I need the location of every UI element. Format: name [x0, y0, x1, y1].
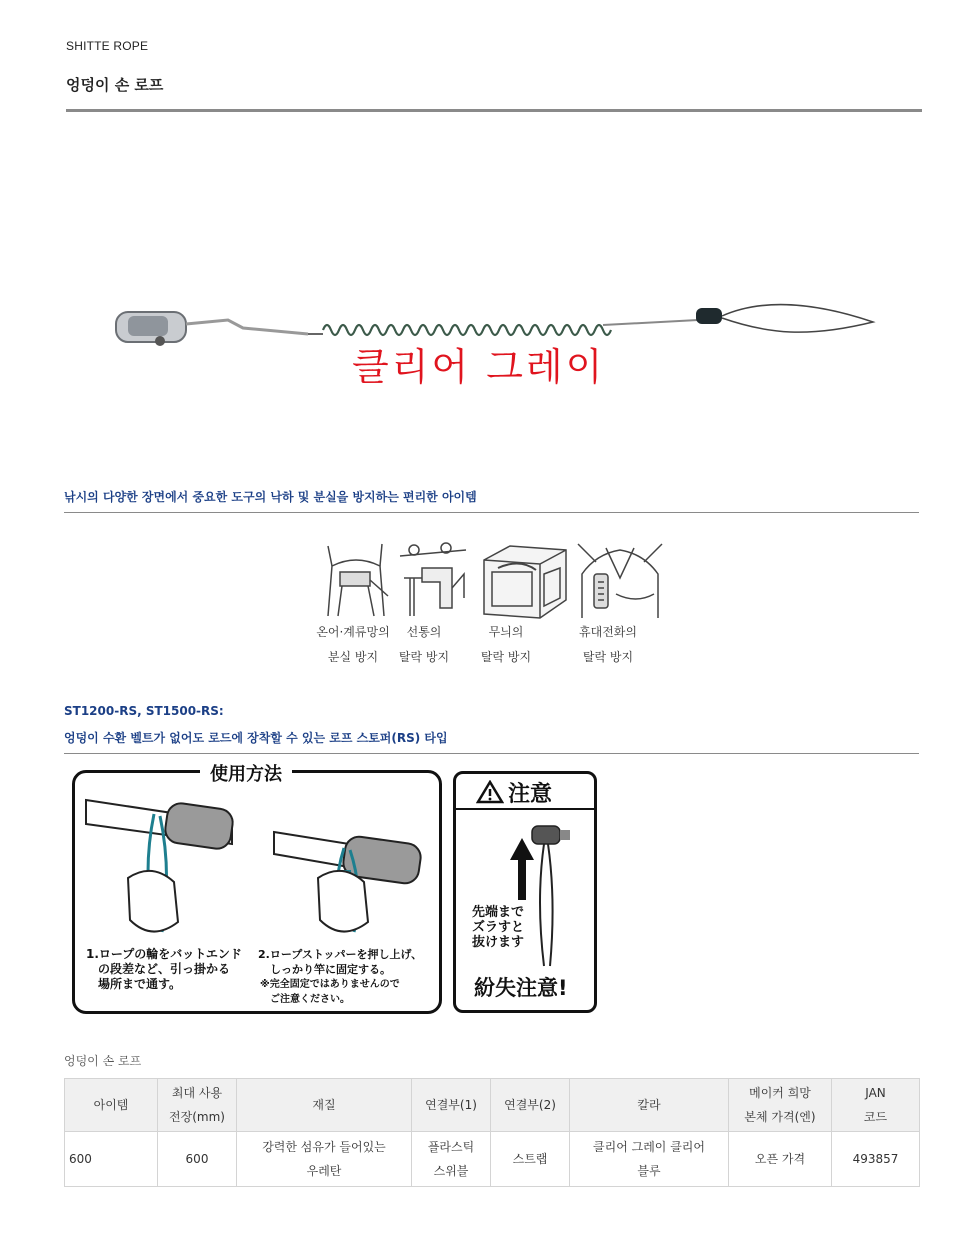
howto-step2-line3: ※完全固定ではありませんので [260, 979, 400, 990]
icon-caption-2 [388, 620, 460, 670]
icon-caption-2-line2: 탈락 방지 [398, 650, 450, 664]
color-variant-label: 클리어 그레이 [352, 345, 606, 389]
cell-item: 600 [65, 1132, 158, 1187]
cell-jan: 493857 [832, 1132, 920, 1187]
th-color [570, 1079, 729, 1132]
th-price [729, 1079, 832, 1132]
caution-text [472, 905, 524, 950]
cell-conn2: 스트랩 [491, 1132, 570, 1187]
mobile-phone-icon [576, 534, 664, 620]
howto-title: 使用方法 [200, 760, 292, 786]
icon-caption-3-line2: 탈락 방지 [480, 650, 532, 664]
th-length-line1: 최대 사용 [171, 1086, 223, 1100]
icon-caption-1 [306, 620, 400, 670]
section-usage-title: 낚시의 다양한 장면에서 중요한 도구의 낙하 및 분실을 방지하는 편리한 아이템 [64, 490, 477, 504]
howto-step2-line2: しっかり竿に固定する。 [270, 963, 391, 976]
howto-step2-line1: 2.ロープストッパーを押し上げ、 [258, 948, 423, 961]
th-color-label: 칼라 [637, 1098, 661, 1112]
icon-caption-4 [566, 620, 650, 670]
th-length [158, 1079, 237, 1132]
spec-table [64, 1078, 920, 1187]
cell-conn1-line2: 스위블 [433, 1164, 469, 1178]
cell-length: 600 [158, 1132, 237, 1187]
table-header-row [65, 1079, 920, 1132]
howto-step1-line2: の段差など、引っ掛かる [98, 962, 231, 976]
icon-caption-2-line1: 선통의 [406, 625, 442, 639]
cell-price: 오픈 가격 [729, 1132, 832, 1187]
cell-material-line2: 우레탄 [306, 1164, 342, 1178]
section-usage-divider [64, 512, 919, 513]
th-jan [832, 1079, 920, 1132]
th-length-line2: 전장(mm) [169, 1110, 225, 1124]
th-item [65, 1079, 158, 1132]
table-caption: 엉덩이 손 로프 [64, 1054, 142, 1068]
caution-text-line2: ズラすと [472, 920, 525, 935]
icon-caption-1-line2: 분실 방지 [327, 650, 379, 664]
warning-triangle-icon [476, 780, 504, 804]
caution-bottom-text: 紛失注意! [474, 976, 568, 1000]
cell-material [237, 1132, 412, 1187]
th-conn1-label: 연결부(1) [425, 1098, 477, 1112]
icon-caption-3-line1: 무늬의 [488, 625, 524, 639]
icon-caption-4-line1: 휴대전화의 [579, 625, 637, 639]
brand-label: SHITTE ROPE [66, 39, 149, 53]
cell-color-line1: 클리어 그레이 클리어 [593, 1140, 705, 1154]
icon-caption-4-line2: 탈락 방지 [582, 650, 634, 664]
model-line: ST1200-RS, ST1500-RS: [64, 704, 224, 718]
th-price-line1: 메이커 희망 [749, 1086, 811, 1100]
th-conn2 [491, 1079, 570, 1132]
th-conn1 [412, 1079, 491, 1132]
th-jan-line1: JAN [865, 1086, 886, 1100]
th-material [237, 1079, 412, 1132]
caution-title: 注意 [508, 782, 553, 807]
icon-caption-3 [470, 620, 542, 670]
table-row [65, 1132, 920, 1187]
howto-illustration [82, 792, 436, 942]
cell-color [570, 1132, 729, 1187]
th-item-label: 아이템 [93, 1098, 129, 1112]
caution-divider [456, 808, 594, 810]
howto-step2-line4: ご注意ください。 [270, 994, 350, 1005]
howto-step1-line1: 1.ロープの輪をバットエンド [86, 947, 242, 961]
cell-color-line2: 블루 [637, 1164, 661, 1178]
page-title: 엉덩이 손 로프 [66, 76, 164, 94]
th-jan-line2: 코드 [863, 1110, 888, 1124]
th-material-label: 재질 [312, 1098, 336, 1112]
howto-step1 [86, 947, 256, 992]
cooler-box-icon [480, 540, 570, 620]
icon-caption-1-line1: 온어·계류망의 [316, 625, 390, 639]
caution-text-line1: 先端まで [472, 905, 525, 920]
cell-conn1 [412, 1132, 491, 1187]
cell-conn1-line1: 플라스틱 [427, 1140, 475, 1154]
boat-rod-holder-icon [396, 538, 470, 620]
caution-text-line3: 抜けます [472, 935, 525, 950]
th-conn2-label: 연결부(2) [504, 1098, 556, 1112]
howto-step1-line3: 場所まで通す。 [98, 977, 182, 991]
howto-step2 [258, 947, 440, 1007]
th-price-line2: 본체 가격(엔) [744, 1110, 816, 1124]
section-rs-desc: 엉덩이 수환 벨트가 없어도 로드에 장착할 수 있는 로프 스토퍼(RS) 타입 [64, 731, 448, 745]
cell-material-line1: 강력한 섬유가 들어있는 [262, 1140, 386, 1154]
section-rs-divider [64, 753, 919, 754]
header-divider [66, 109, 922, 112]
landing-net-icon [318, 536, 394, 620]
